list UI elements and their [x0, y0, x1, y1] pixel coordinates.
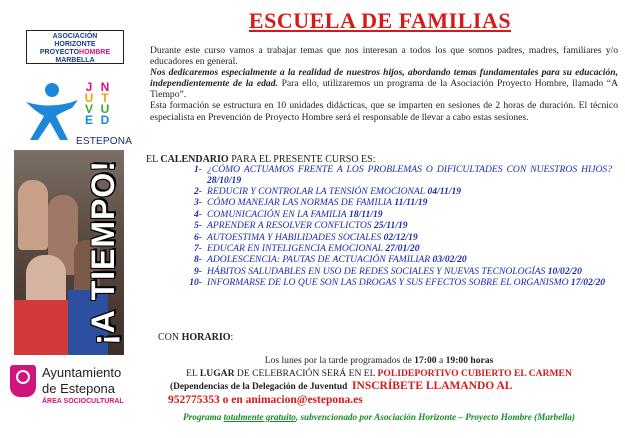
- calendar-item: [180, 221, 612, 232]
- calendar-item-date: 25/11/19: [371, 220, 408, 232]
- calendar-item-date: 27/01/20: [382, 242, 420, 254]
- venue-line: EL LUGAR DE CELEBRACIÓN SERÁ EN EL POLIDEPORTIVO CUBIERTO EL CARMEN: [186, 368, 572, 379]
- calendar-list: [180, 165, 612, 290]
- juventud-estepona-logo: [22, 80, 142, 150]
- juv-letter: U: [84, 91, 94, 105]
- horizonte-proyecto: PROYECTO: [39, 49, 80, 56]
- calendar-item-topic: EDUCAR EN INTELIGENCIA EMOCIONAL: [207, 242, 383, 254]
- juv-letter: J: [85, 80, 93, 94]
- intro-paragraph-3: Esta formación se estructura en 10 unidades didácticas, que se imparten en sesiones de 2 horas de duración. El técnico especialista en Prevención de Proyecto Hombre será el responsable de llevar a cabo estas sesiones.: [150, 100, 618, 123]
- juv-letter: E: [84, 113, 93, 127]
- calendar-item-date: 03/02/20: [430, 254, 467, 266]
- juv-letter: U: [100, 102, 110, 116]
- calendar-item-number: 5-: [194, 220, 202, 232]
- calendar-item-number: 4-: [194, 208, 202, 220]
- poster-title-text: ¡A TIEMPO!: [84, 160, 121, 345]
- horizonte-line-2: HORIZONTE: [54, 41, 96, 48]
- calendar-item-text: [207, 165, 612, 186]
- ayuntamiento-shield-icon: [10, 365, 36, 397]
- calendar-item: [180, 187, 612, 198]
- calendar-item-date: 02/12/19: [381, 231, 418, 243]
- calendar-item-topic: ¿CÓMO ACTUAMOS FRENTE A LOS PROBLEMAS O DIFICULTADES CON NUESTROS HIJOS?: [207, 164, 612, 175]
- page-title: ESCUELA DE FAMILIAS: [248, 8, 512, 33]
- calendar-item-topic: ADOLESCENCIA: PAUTAS DE ACTUACIÓN FAMILIAR: [207, 254, 431, 266]
- intro-paragraph-2: [150, 67, 618, 100]
- calendar-item-number: 1-: [194, 164, 202, 175]
- calendar-item: [180, 244, 612, 255]
- calendar-item-topic: REDUCIR Y CONTROLAR LA TENSIÓN EMOCIONAL: [207, 185, 426, 197]
- calendar-item-topic: CÓMO MANEJAR LAS NORMAS DE FAMILIA: [207, 197, 393, 209]
- calendar-item-text: [207, 233, 612, 244]
- poster-title: [82, 150, 124, 355]
- calendar-item-topic: AUTOESTIMA Y HABILIDADES SOCIALES: [207, 231, 382, 243]
- calendar-item: [180, 165, 612, 186]
- calendar-item-number: 9-: [194, 265, 202, 277]
- calendar-item-date: 10/02/20: [545, 265, 582, 277]
- intro-paragraph-2-rest: Para ello, utilizaremos un programa de la Asociación Proyecto Hombre, llamado “A Tiempo”.: [150, 78, 618, 101]
- calendar-item-text: [207, 267, 612, 278]
- calendar-item-topic: HÁBITOS SALUDABLES EN USO DE REDES SOCIALES Y NUEVAS TECNOLOGÍAS: [207, 265, 546, 277]
- horizonte-line-3: [27, 49, 123, 57]
- horizonte-hombre: HOMBRE: [79, 49, 111, 56]
- calendar-item-date: 11/11/19: [392, 197, 428, 209]
- calendar-item-text: [207, 221, 612, 232]
- calendar-item: [180, 210, 612, 221]
- ayuntamiento-estepona-logo: [10, 365, 138, 415]
- calendar-item-topic: APRENDER A RESOLVER CONFLICTOS: [207, 220, 372, 232]
- calendar-item-text: [207, 187, 612, 198]
- calendar-item-text: [207, 278, 612, 289]
- ayuntamiento-line-2: de Estepona: [42, 381, 116, 396]
- calendar-heading: EL CALENDARIO PARA EL PRESENTE CURSO ES:: [146, 154, 376, 165]
- contact-phone-email: 952775353 o en animacion@estepona.es: [168, 394, 363, 406]
- left-logo-column: [0, 0, 140, 438]
- asociacion-horizonte-logo: [26, 30, 124, 64]
- calendar-item-text: [207, 198, 612, 209]
- calendar-item: [180, 255, 612, 266]
- calendar-item: [180, 198, 612, 209]
- intro-text: [150, 45, 618, 123]
- calendar-item-date: 17/02/20: [568, 277, 606, 289]
- ayuntamiento-line-1: Ayuntamiento: [42, 365, 122, 380]
- calendar-item-number: 10-: [189, 277, 202, 289]
- calendar-item: [180, 278, 612, 289]
- calendar-item-number: 8-: [194, 254, 202, 266]
- calendar-item-topic: COMUNICACIÓN EN LA FAMILIA: [207, 208, 347, 220]
- calendar-item-text: [207, 210, 612, 221]
- juventud-figure-icon: [22, 80, 82, 142]
- contact-line-1: [170, 380, 618, 392]
- horario-heading: CON HORARIO:: [158, 332, 234, 343]
- schedule-hours: Los lunes por la tarde programados de 17:00 a 19:00 horas: [264, 355, 494, 366]
- calendar-item-number: 7-: [194, 242, 202, 254]
- calendar-item-topic: INFORMARSE DE LO QUE SON LAS DROGAS Y SUS EFECTOS SOBRE EL ORGANISMO: [207, 277, 569, 289]
- department-note: (Dependencias de la Delegación de Juventud: [170, 382, 348, 392]
- calendar-item: [180, 267, 612, 278]
- calendar-item-text: [207, 244, 612, 255]
- calendar-item: [180, 233, 612, 244]
- juv-letter: N: [100, 80, 110, 94]
- juventud-town: ESTEPONA: [76, 136, 133, 147]
- ayuntamiento-area: ÁREA SOCIOCULTURAL: [42, 398, 124, 405]
- calendar-item-date: 28/10/19: [207, 174, 242, 186]
- intro-paragraph-1: Durante este curso vamos a trabajar temas que nos interesan a todos los que somos padres, madres, familiares y/o educadores en general.: [150, 45, 618, 68]
- a-tiempo-poster-image: [14, 150, 124, 355]
- calendar-item-number: 3-: [194, 197, 202, 209]
- juv-letter: D: [100, 113, 110, 127]
- juventud-letters-2: [94, 82, 116, 126]
- juv-letter: T: [101, 91, 109, 105]
- intro-highlight: Nos dedicaremos especialmente a la realidad de nuestros hijos, abordando temas fundamentales para su educación, independientemente de la edad.: [150, 67, 618, 90]
- footer-note: Programa totalmente gratuito, subvencionado por Asociación Horizonte – Proyecto Hombre (Marbella): [183, 412, 575, 422]
- calendar-item-text: [207, 255, 612, 266]
- calendar-item-number: 2-: [194, 185, 202, 197]
- horizonte-line-4: MARBELLA: [55, 57, 95, 64]
- calendar-item-date: 18/11/19: [346, 208, 383, 220]
- horizonte-line-1: ASOCIACIÓN: [52, 33, 98, 40]
- calendar-item-date: 04/11/19: [425, 185, 462, 197]
- calendar-item-number: 6-: [194, 231, 202, 243]
- signup-call-to-action: INSCRÍBETE LLAMANDO AL: [352, 380, 513, 392]
- juv-letter: V: [84, 102, 93, 116]
